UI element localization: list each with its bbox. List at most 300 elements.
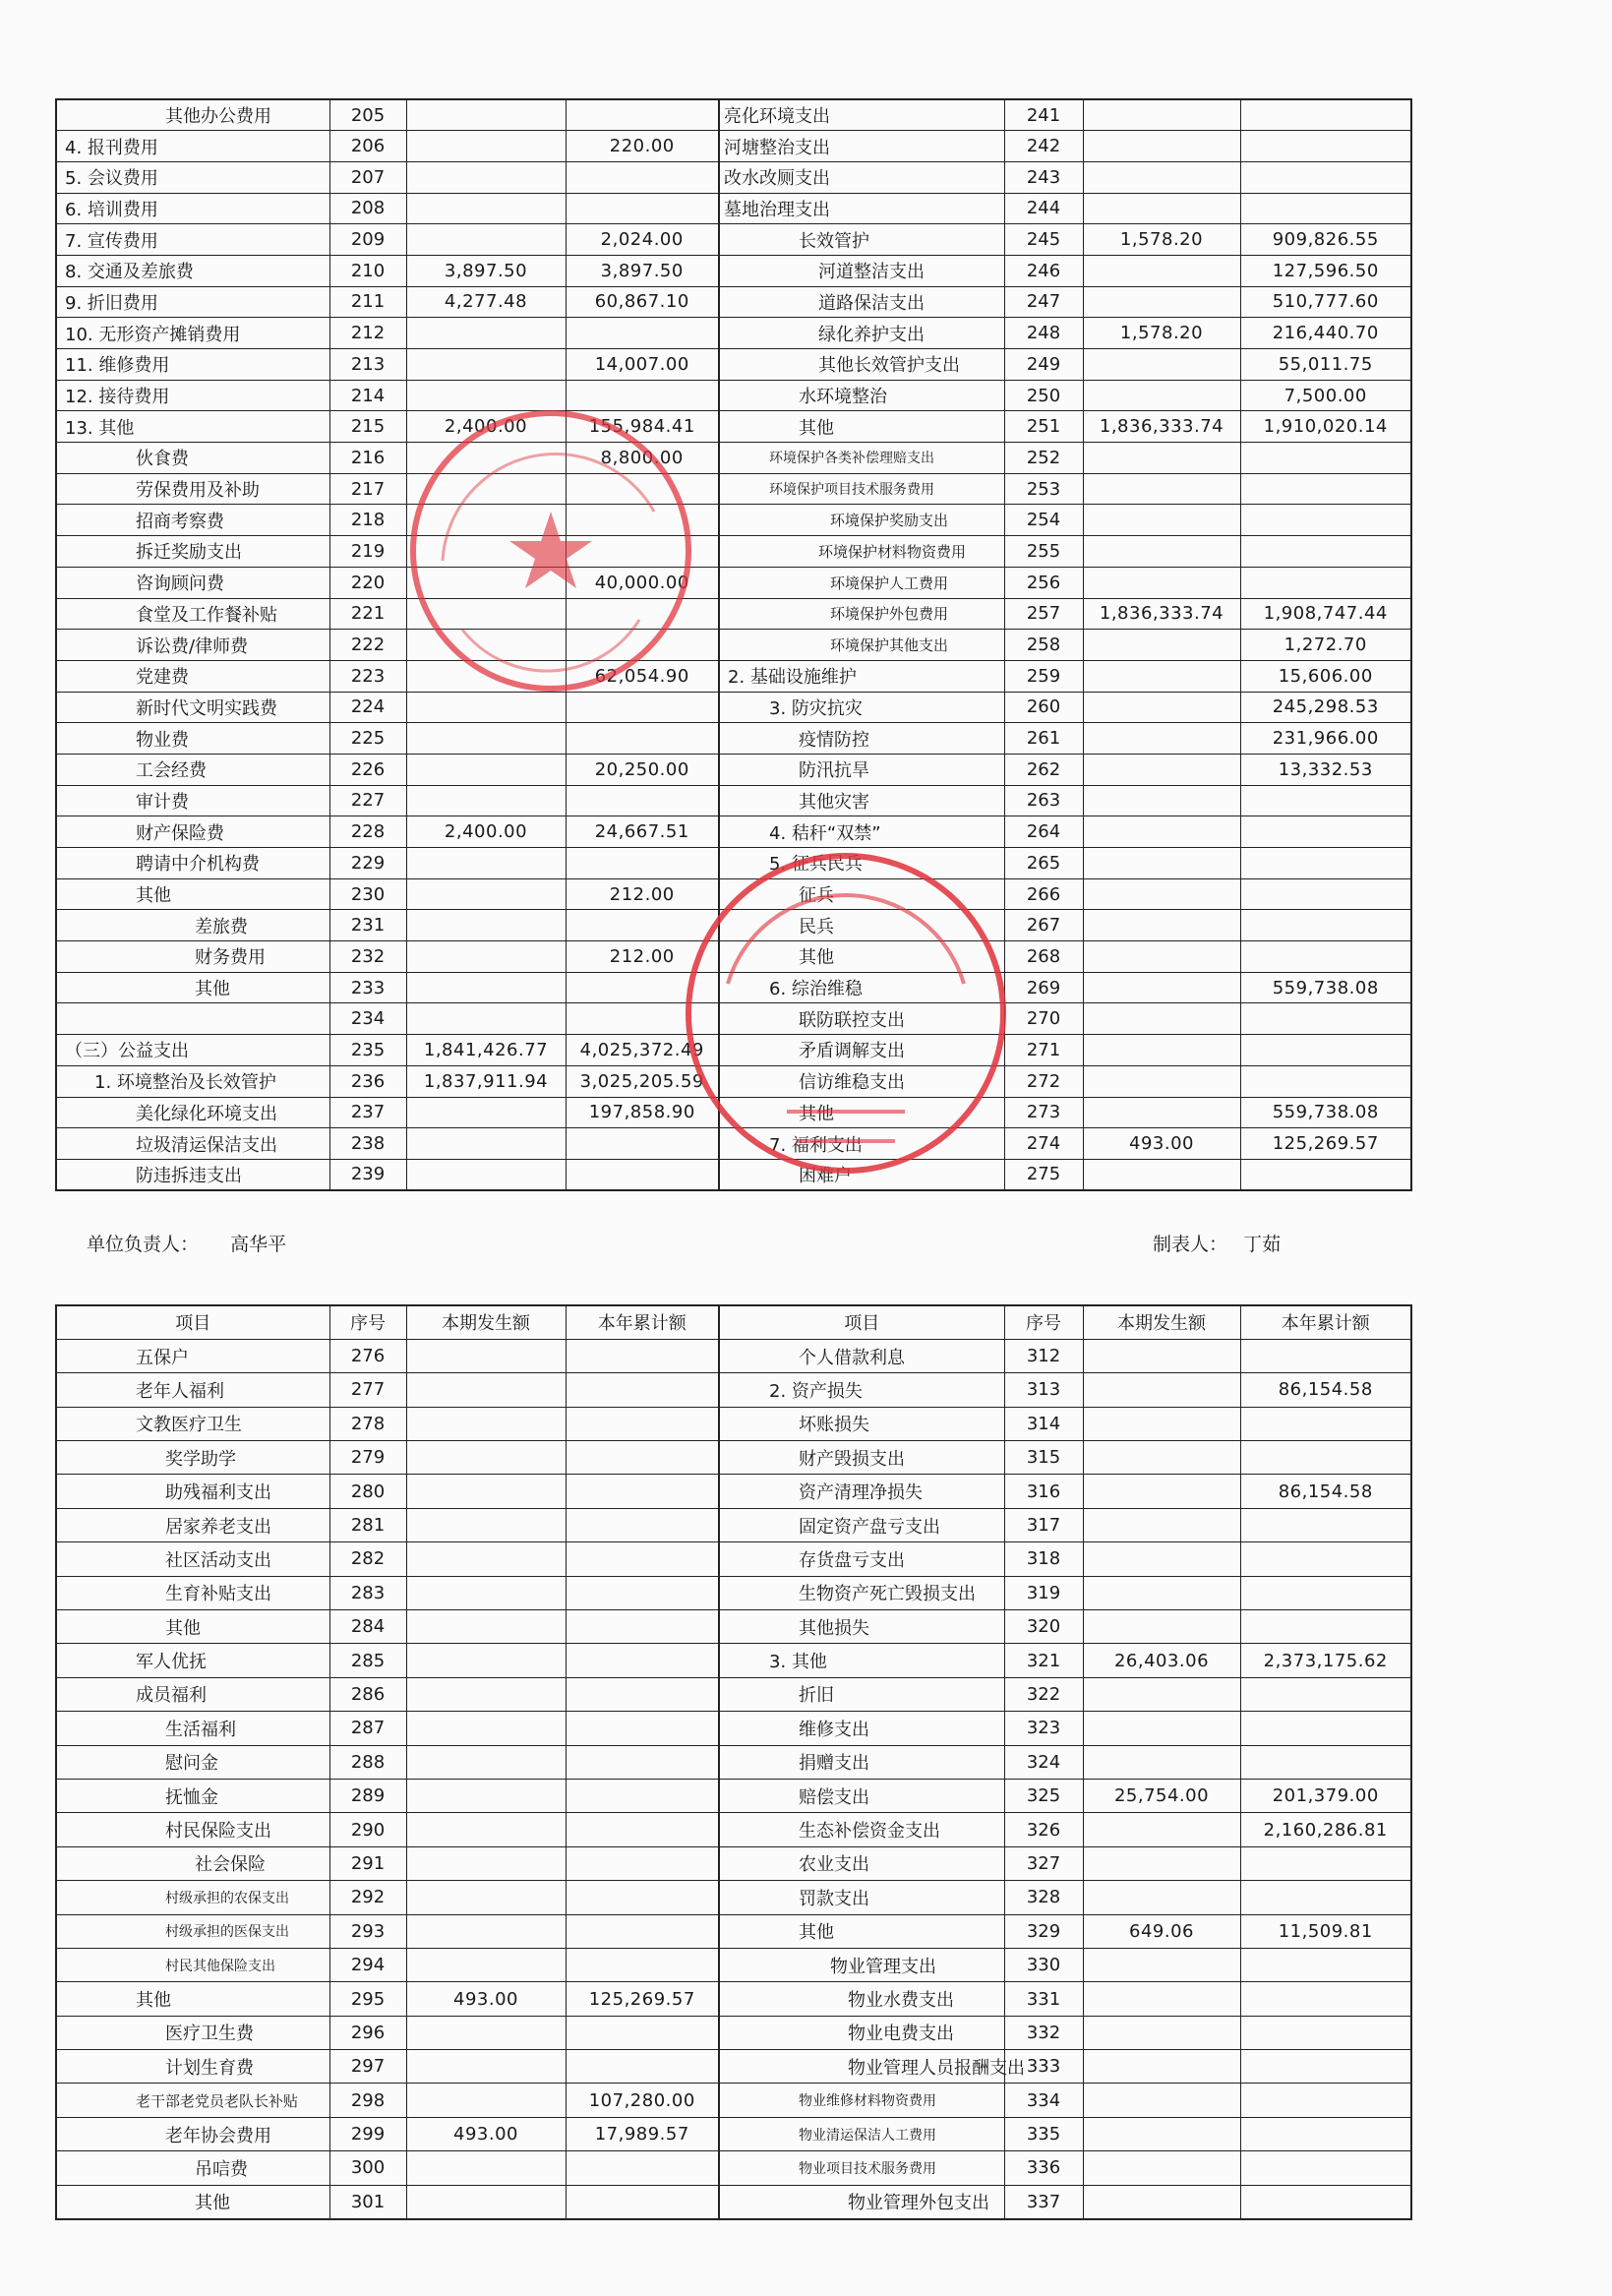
seq-left: 300: [329, 2151, 406, 2185]
item-left: 12. 接待费用: [56, 380, 329, 411]
seq-left: 237: [329, 1097, 406, 1128]
ytd-left: [566, 1948, 719, 1981]
current-left: [406, 1441, 566, 1475]
item-right: 防汛抗旱: [719, 754, 1004, 785]
item-right: 环境保护其他支出: [719, 630, 1004, 661]
seq-right: 252: [1004, 443, 1083, 474]
seq-left: 234: [329, 1003, 406, 1035]
seq-right: 266: [1004, 878, 1083, 910]
current-right: [1083, 754, 1240, 785]
current-right: [1083, 2050, 1240, 2084]
table-row: [56, 1542, 1411, 1576]
ytd-right: 86,154.58: [1240, 1373, 1411, 1407]
item-right: 7. 福利支出: [719, 1128, 1004, 1160]
ytd-left: [566, 1779, 719, 1812]
item-right: 矛盾调解支出: [719, 1035, 1004, 1066]
item-left: 7. 宣传费用: [56, 224, 329, 256]
current-right: [1083, 1712, 1240, 1745]
current-left: 1,841,426.77: [406, 1035, 566, 1066]
seq-left: 213: [329, 349, 406, 381]
item-right: 环境保护项目技术服务费用: [719, 473, 1004, 505]
item-right: 亮化环境支出: [719, 99, 1004, 131]
table-row: [56, 99, 1411, 131]
ytd-left: [566, 1373, 719, 1407]
ytd-right: [1240, 848, 1411, 879]
seq-left: 235: [329, 1035, 406, 1066]
table-row: [56, 2050, 1411, 2084]
ytd-right: [1240, 1035, 1411, 1066]
item-right: 物业电费支出: [719, 2016, 1004, 2049]
current-right: [1083, 1475, 1240, 1508]
preparer-name: 丁茹: [1243, 1234, 1282, 1255]
seq-right: 273: [1004, 1097, 1083, 1128]
item-right: 坏账损失: [719, 1407, 1004, 1440]
current-left: 1,837,911.94: [406, 1065, 566, 1097]
item-right: 环境保护各类补偿理赔支出: [719, 443, 1004, 474]
item-left: 差旅费: [56, 910, 329, 941]
seq-right: 323: [1004, 1712, 1083, 1745]
ytd-right: [1240, 1948, 1411, 1981]
ytd-right: [1240, 443, 1411, 474]
current-left: [406, 505, 566, 536]
current-right: [1083, 1948, 1240, 1981]
item-left: 村级承担的农保支出: [56, 1881, 329, 1914]
seq-left: 225: [329, 723, 406, 755]
item-left: 诉讼费/律师费: [56, 630, 329, 661]
current-right: [1083, 1407, 1240, 1440]
ytd-right: 1,272.70: [1240, 630, 1411, 661]
seq-right: 246: [1004, 255, 1083, 286]
seq-left: 214: [329, 380, 406, 411]
current-left: [406, 1373, 566, 1407]
item-right: 5. 征兵民兵: [719, 848, 1004, 879]
seq-left: 238: [329, 1128, 406, 1160]
current-right: [1083, 848, 1240, 879]
current-right: [1083, 161, 1240, 193]
ytd-right: [1240, 2016, 1411, 2049]
item-right: 物业管理外包支出: [719, 2185, 1004, 2218]
header-ytd: 本年累计额: [1240, 1305, 1411, 1339]
ytd-right: [1240, 2185, 1411, 2218]
seq-right: 315: [1004, 1441, 1083, 1475]
seq-left: 276: [329, 1339, 406, 1372]
seq-left: 212: [329, 318, 406, 349]
item-left: 生育补贴支出: [56, 1576, 329, 1609]
table-row: [56, 411, 1411, 443]
seq-left: 217: [329, 473, 406, 505]
current-left: [406, 692, 566, 723]
current-right: [1083, 1576, 1240, 1609]
table-row: [56, 1441, 1411, 1475]
expense-table-top: [55, 98, 1412, 1191]
seq-left: 283: [329, 1576, 406, 1609]
seq-right: 249: [1004, 349, 1083, 381]
seq-right: 251: [1004, 411, 1083, 443]
header-ytd: 本年累计额: [566, 1305, 719, 1339]
table-row: [56, 567, 1411, 598]
item-left: 吊唁费: [56, 2151, 329, 2185]
current-right: 493.00: [1083, 1128, 1240, 1160]
ytd-left: [566, 1003, 719, 1035]
ytd-left: 197,858.90: [566, 1097, 719, 1128]
ytd-right: [1240, 567, 1411, 598]
table-row: [56, 1677, 1411, 1711]
item-left: 聘请中介机构费: [56, 848, 329, 879]
table-row: [56, 536, 1411, 568]
ytd-right: 559,738.08: [1240, 1097, 1411, 1128]
current-right: [1083, 536, 1240, 568]
current-left: 2,400.00: [406, 816, 566, 848]
current-left: [406, 1003, 566, 1035]
seq-right: 327: [1004, 1846, 1083, 1880]
current-right: [1083, 255, 1240, 286]
item-left: 社会保险: [56, 1846, 329, 1880]
ytd-right: [1240, 1159, 1411, 1190]
seq-left: 279: [329, 1441, 406, 1475]
item-left: 其他: [56, 1610, 329, 1644]
current-left: 493.00: [406, 2117, 566, 2150]
current-left: [406, 349, 566, 381]
ytd-left: [566, 1813, 719, 1846]
ytd-left: [566, 1159, 719, 1190]
current-right: [1083, 878, 1240, 910]
ytd-right: [1240, 99, 1411, 131]
current-left: [406, 1677, 566, 1711]
item-right: 道路保洁支出: [719, 286, 1004, 318]
current-right: [1083, 1035, 1240, 1066]
item-left: 美化绿化环境支出: [56, 1097, 329, 1128]
item-right: 绿化养护支出: [719, 318, 1004, 349]
item-left: 财产保险费: [56, 816, 329, 848]
item-right: 其他: [719, 941, 1004, 973]
seq-right: 328: [1004, 1881, 1083, 1914]
table-row: [56, 2016, 1411, 2049]
item-left: 村级承担的医保支出: [56, 1914, 329, 1948]
seq-right: 337: [1004, 2185, 1083, 2218]
seq-left: 284: [329, 1610, 406, 1644]
table-row: [56, 1035, 1411, 1066]
seq-right: 259: [1004, 660, 1083, 692]
current-left: [406, 848, 566, 879]
ytd-left: 212.00: [566, 878, 719, 910]
current-left: [406, 1128, 566, 1160]
ytd-right: [1240, 1441, 1411, 1475]
item-right: 民兵: [719, 910, 1004, 941]
item-left: 老年协会费用: [56, 2117, 329, 2150]
seq-left: 219: [329, 536, 406, 568]
seq-right: 260: [1004, 692, 1083, 723]
item-right: 存货盘亏支出: [719, 1542, 1004, 1576]
seq-left: 287: [329, 1712, 406, 1745]
ytd-left: [566, 1745, 719, 1779]
current-left: [406, 536, 566, 568]
seq-left: 285: [329, 1644, 406, 1677]
current-right: [1083, 941, 1240, 973]
preparer-label: 制表人：: [1153, 1234, 1228, 1255]
current-left: [406, 318, 566, 349]
item-right: 水环境整治: [719, 380, 1004, 411]
ytd-right: [1240, 1677, 1411, 1711]
item-right: 疫情防控: [719, 723, 1004, 755]
item-right: 墓地治理支出: [719, 193, 1004, 224]
item-left: 其他: [56, 1982, 329, 2016]
ytd-left: 20,250.00: [566, 754, 719, 785]
current-right: [1083, 1003, 1240, 1035]
current-left: [406, 473, 566, 505]
seq-right: 320: [1004, 1610, 1083, 1644]
current-right: [1083, 1610, 1240, 1644]
seq-left: 224: [329, 692, 406, 723]
item-left: 奖学助学: [56, 1441, 329, 1475]
seq-right: 248: [1004, 318, 1083, 349]
ytd-right: [1240, 2117, 1411, 2150]
current-right: [1083, 286, 1240, 318]
seq-right: 241: [1004, 99, 1083, 131]
current-left: [406, 1745, 566, 1779]
seq-left: 222: [329, 630, 406, 661]
current-left: [406, 630, 566, 661]
seq-right: 325: [1004, 1779, 1083, 1812]
seq-right: 250: [1004, 380, 1083, 411]
current-right: [1083, 443, 1240, 474]
seq-left: 226: [329, 754, 406, 785]
item-left: 5. 会议费用: [56, 161, 329, 193]
ytd-right: 559,738.08: [1240, 972, 1411, 1003]
seq-right: 319: [1004, 1576, 1083, 1609]
ytd-left: [566, 1576, 719, 1609]
item-left: 11. 维修费用: [56, 349, 329, 381]
item-left: 其他办公费用: [56, 99, 329, 131]
current-right: 1,578.20: [1083, 318, 1240, 349]
current-right: [1083, 1065, 1240, 1097]
seq-right: 255: [1004, 536, 1083, 568]
ytd-right: 125,269.57: [1240, 1128, 1411, 1160]
item-left: 其他: [56, 878, 329, 910]
item-left: 五保户: [56, 1339, 329, 1372]
ytd-left: [566, 536, 719, 568]
current-right: 1,836,333.74: [1083, 411, 1240, 443]
ytd-left: [566, 1441, 719, 1475]
ytd-left: 125,269.57: [566, 1982, 719, 2016]
ytd-left: [566, 318, 719, 349]
current-left: [406, 2185, 566, 2218]
current-left: [406, 1475, 566, 1508]
seq-right: 312: [1004, 1339, 1083, 1372]
ytd-left: [566, 848, 719, 879]
item-left: 9. 折旧费用: [56, 286, 329, 318]
seq-left: 296: [329, 2016, 406, 2049]
ytd-right: [1240, 2151, 1411, 2185]
item-right: 固定资产盘亏支出: [719, 1508, 1004, 1541]
item-left: 文教医疗卫生: [56, 1407, 329, 1440]
seq-right: 335: [1004, 2117, 1083, 2150]
ytd-left: 3,897.50: [566, 255, 719, 286]
ytd-left: [566, 1846, 719, 1880]
seq-right: 332: [1004, 2016, 1083, 2049]
item-right: 环境保护外包费用: [719, 598, 1004, 630]
table-row: [56, 1003, 1411, 1035]
seq-right: 314: [1004, 1407, 1083, 1440]
ytd-right: [1240, 131, 1411, 162]
current-right: [1083, 1441, 1240, 1475]
item-left: 劳保费用及补助: [56, 473, 329, 505]
item-right: 3. 其他: [719, 1644, 1004, 1677]
ytd-left: [566, 505, 719, 536]
ytd-left: 4,025,372.49: [566, 1035, 719, 1066]
ytd-left: [566, 598, 719, 630]
seq-left: 294: [329, 1948, 406, 1981]
ytd-left: [566, 785, 719, 816]
current-right: [1083, 910, 1240, 941]
seq-right: 317: [1004, 1508, 1083, 1541]
current-right: [1083, 692, 1240, 723]
ytd-left: [566, 380, 719, 411]
item-right: 2. 资产损失: [719, 1373, 1004, 1407]
item-left: 10. 无形资产摊销费用: [56, 318, 329, 349]
ytd-right: 216,440.70: [1240, 318, 1411, 349]
header-current: 本期发生额: [1083, 1305, 1240, 1339]
current-right: [1083, 2185, 1240, 2218]
table-row: [56, 131, 1411, 162]
ytd-right: [1240, 1745, 1411, 1779]
item-left: 1. 环境整治及长效管护: [56, 1065, 329, 1097]
item-left: 村民其他保险支出: [56, 1948, 329, 1981]
ytd-right: 13,332.53: [1240, 754, 1411, 785]
item-right: 物业清运保洁人工费用: [719, 2117, 1004, 2150]
header-item: 项目: [719, 1305, 1004, 1339]
seq-right: 264: [1004, 816, 1083, 848]
current-right: [1083, 1373, 1240, 1407]
ytd-right: [1240, 1003, 1411, 1035]
seq-right: 245: [1004, 224, 1083, 256]
item-left: 医疗卫生费: [56, 2016, 329, 2049]
seq-left: 281: [329, 1508, 406, 1541]
ytd-left: [566, 1128, 719, 1160]
current-left: [406, 941, 566, 973]
item-right: 赔偿支出: [719, 1779, 1004, 1812]
item-right: 联防联控支出: [719, 1003, 1004, 1035]
ytd-left: 3,025,205.59: [566, 1065, 719, 1097]
table-row: [56, 1576, 1411, 1609]
ytd-right: [1240, 193, 1411, 224]
item-left: 工会经费: [56, 754, 329, 785]
seq-left: 215: [329, 411, 406, 443]
seq-left: 236: [329, 1065, 406, 1097]
ytd-right: [1240, 1846, 1411, 1880]
table-row: [56, 1475, 1411, 1508]
ytd-left: 220.00: [566, 131, 719, 162]
current-left: [406, 1542, 566, 1576]
ytd-right: 7,500.00: [1240, 380, 1411, 411]
item-right: 罚款支出: [719, 1881, 1004, 1914]
current-right: [1083, 193, 1240, 224]
seq-left: 227: [329, 785, 406, 816]
current-left: 493.00: [406, 1982, 566, 2016]
table-row: [56, 1712, 1411, 1745]
table-row: [56, 349, 1411, 381]
current-right: [1083, 1813, 1240, 1846]
current-left: [406, 2016, 566, 2049]
seq-right: 313: [1004, 1373, 1083, 1407]
table-row: [56, 660, 1411, 692]
current-right: [1083, 2016, 1240, 2049]
seq-left: 228: [329, 816, 406, 848]
ytd-left: [566, 1712, 719, 1745]
ytd-right: 231,966.00: [1240, 723, 1411, 755]
header-current: 本期发生额: [406, 1305, 566, 1339]
table-row: [56, 224, 1411, 256]
item-left: 4. 报刊费用: [56, 131, 329, 162]
item-left: 招商考察费: [56, 505, 329, 536]
ytd-left: [566, 692, 719, 723]
item-right: 生态补偿资金支出: [719, 1813, 1004, 1846]
ytd-left: [566, 1914, 719, 1948]
current-left: [406, 380, 566, 411]
current-right: [1083, 816, 1240, 848]
seq-left: 290: [329, 1813, 406, 1846]
item-left: 13. 其他: [56, 411, 329, 443]
seq-left: 210: [329, 255, 406, 286]
seq-left: 286: [329, 1677, 406, 1711]
ytd-right: [1240, 505, 1411, 536]
table-row: [56, 1159, 1411, 1190]
current-left: [406, 1813, 566, 1846]
ytd-left: [566, 2185, 719, 2218]
ytd-left: [566, 972, 719, 1003]
unit-head-signature: [87, 1230, 286, 1256]
seq-right: 247: [1004, 286, 1083, 318]
seq-left: 298: [329, 2084, 406, 2117]
current-left: [406, 754, 566, 785]
seq-left: 232: [329, 941, 406, 973]
table-row: [56, 1644, 1411, 1677]
current-left: [406, 2084, 566, 2117]
table-row: [56, 972, 1411, 1003]
seq-left: 211: [329, 286, 406, 318]
item-right: 物业管理人员报酬支出: [719, 2050, 1004, 2084]
seq-left: 230: [329, 878, 406, 910]
item-left: 慰问金: [56, 1745, 329, 1779]
current-right: [1083, 1159, 1240, 1190]
item-left: 8. 交通及差旅费: [56, 255, 329, 286]
item-left: 军人优抚: [56, 1644, 329, 1677]
item-left: 老年人福利: [56, 1373, 329, 1407]
ytd-right: [1240, 910, 1411, 941]
table-row: [56, 161, 1411, 193]
seq-right: 271: [1004, 1035, 1083, 1066]
seq-left: 293: [329, 1914, 406, 1948]
seq-right: 324: [1004, 1745, 1083, 1779]
ytd-left: [566, 2016, 719, 2049]
seq-left: 289: [329, 1779, 406, 1812]
current-right: [1083, 349, 1240, 381]
seq-left: 280: [329, 1475, 406, 1508]
current-left: [406, 99, 566, 131]
seq-right: 275: [1004, 1159, 1083, 1190]
unit-head-label: 单位负责人：: [87, 1234, 200, 1255]
item-right: 折旧: [719, 1677, 1004, 1711]
item-left: 党建费: [56, 660, 329, 692]
table-header-row: [56, 1305, 1411, 1339]
current-left: [406, 598, 566, 630]
table-row: [56, 1982, 1411, 2016]
item-left: 抚恤金: [56, 1779, 329, 1812]
ytd-right: 1,910,020.14: [1240, 411, 1411, 443]
table-row: [56, 1407, 1411, 1440]
current-left: [406, 1610, 566, 1644]
table-row: [56, 1846, 1411, 1880]
ytd-right: [1240, 1610, 1411, 1644]
